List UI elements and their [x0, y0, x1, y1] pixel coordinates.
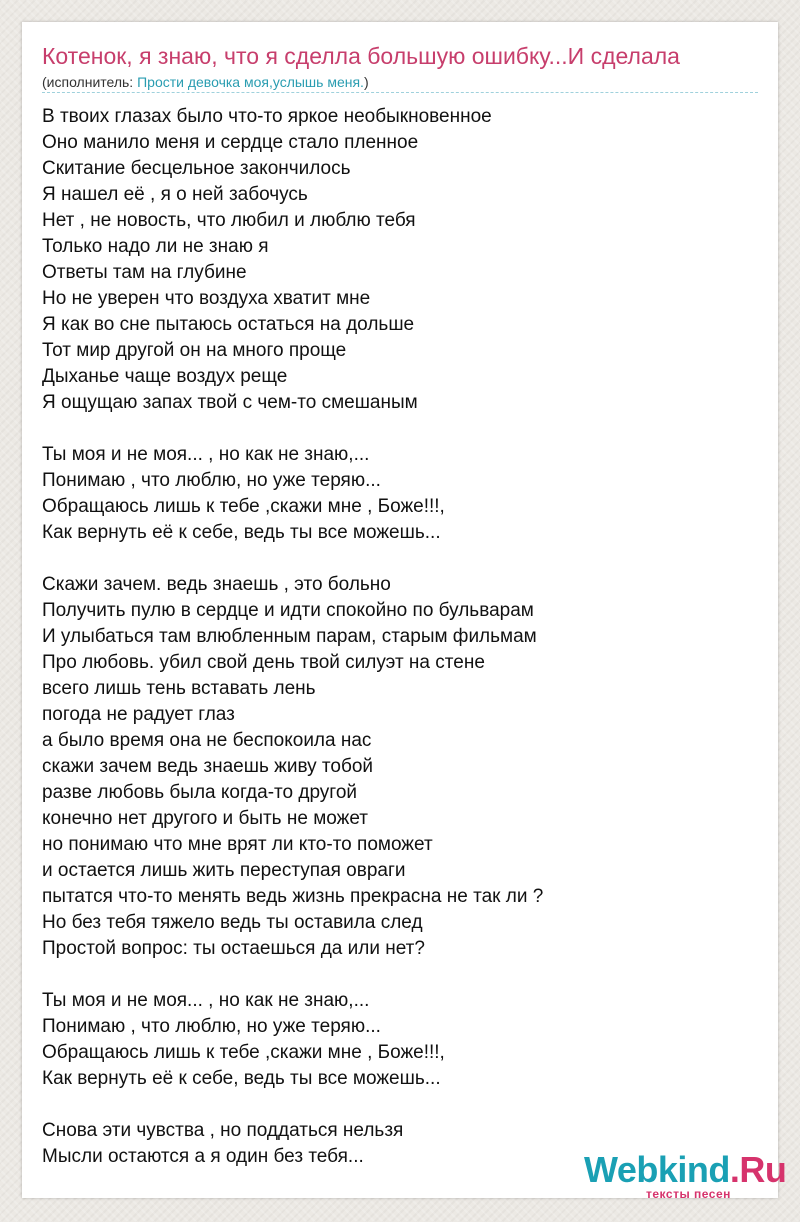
lyric-line: конечно нет другого и быть не может	[42, 808, 368, 829]
lyric-line: Но не уверен что воздуха хватит мне	[42, 288, 371, 309]
lyric-line: Снова эти чувства , но поддаться нельзя	[42, 1120, 404, 1141]
lyric-line: Простой вопрос: ты остаешься да или нет?	[42, 938, 425, 959]
logo-brand: Webkind	[584, 1149, 730, 1190]
logo-tagline: тексты песен	[646, 1187, 731, 1201]
lyrics-body	[42, 104, 762, 1170]
lyric-line: Мысли остаются а я один без тебя...	[42, 1146, 364, 1167]
lyric-line: Я нашел её , я о ней забочусь	[42, 184, 308, 205]
lyrics-stanza	[42, 572, 762, 962]
lyric-line: Скажи зачем. ведь знаешь , это больно	[42, 574, 391, 595]
lyric-line: И улыбаться там влюбленным парам, старым фильмам	[42, 626, 537, 647]
lyric-line: а было время она не беспокоила нас	[42, 730, 372, 751]
lyric-line: Только надо ли не знаю я	[42, 236, 269, 257]
lyric-line: Как вернуть её к себе, ведь ты все можешь...	[42, 1068, 441, 1089]
lyric-line: разве любовь была когда-то другой	[42, 782, 358, 803]
lyric-line: всего лишь тень вставать лень	[42, 678, 316, 699]
artist-prefix: (исполнитель:	[42, 74, 138, 90]
lyric-line: Обращаюсь лишь к тебе ,скажи мне , Боже!!!,	[42, 1042, 445, 1063]
lyric-line: Оно манило меня и сердце стало пленное	[42, 132, 419, 153]
lyrics-stanza	[42, 988, 762, 1092]
lyric-line: Про любовь. убил свой день твой силуэт на стене	[42, 652, 485, 673]
lyric-line: В твоих глазах было что-то яркое необыкновенное	[42, 106, 492, 127]
lyric-line: Ты моя и не моя... , но как не знаю,...	[42, 990, 370, 1011]
lyric-line: Я как во сне пытаюсь остаться на дольше	[42, 314, 415, 335]
lyric-line: Тот мир другой он на много проще	[42, 340, 347, 361]
artist-suffix: )	[363, 74, 369, 90]
lyric-line: Получить пулю в сердце и идти спокойно по бульварам	[42, 600, 534, 621]
lyric-line: Ответы там на глубине	[42, 262, 247, 283]
lyric-line: Ты моя и не моя... , но как не знаю,...	[42, 444, 370, 465]
logo-tld: .Ru	[729, 1149, 787, 1190]
lyrics-stanza	[42, 442, 762, 546]
webkind-logo[interactable]	[584, 1149, 787, 1206]
lyric-line: Как вернуть её к себе, ведь ты все можешь...	[42, 522, 441, 543]
song-title: Котенок, я знаю, что я сделла большую ошибку...И сделала	[42, 43, 680, 69]
lyric-line: Обращаюсь лишь к тебе ,скажи мне , Боже!!!,	[42, 496, 445, 517]
lyrics-stanza	[42, 104, 762, 416]
artist-line	[42, 73, 762, 91]
lyric-line: Нет , не новость, что любил и люблю тебя	[42, 210, 416, 231]
logo-wordmark	[584, 1150, 786, 1190]
lyric-line: погода не радует глаз	[42, 704, 235, 725]
lyric-line: Дыханье чаще воздух реще	[42, 366, 288, 387]
lyric-line: Понимаю , что люблю, но уже теряю...	[42, 1016, 381, 1037]
title-divider	[42, 92, 758, 93]
lyric-line: пытатся что-то менять ведь жизнь прекрасна не так ли ?	[42, 886, 544, 907]
lyric-line: но понимаю что мне врят ли кто-то поможет	[42, 834, 433, 855]
artist-link[interactable]: Прости девочка моя,услышь меня.	[137, 74, 364, 90]
lyric-line: скажи зачем ведь знаешь живу тобой	[42, 756, 374, 777]
lyric-line: Понимаю , что люблю, но уже теряю...	[42, 470, 381, 491]
lyric-line: Я ощущаю запах твой с чем-то смешаным	[42, 392, 418, 413]
lyric-line: и остается лишь жить переступая овраги	[42, 860, 406, 881]
lyrics-card	[22, 22, 787, 1201]
lyric-line: Скитание бесцельное закончилось	[42, 158, 351, 179]
lyric-line: Но без тебя тяжело ведь ты оставила след	[42, 912, 423, 933]
